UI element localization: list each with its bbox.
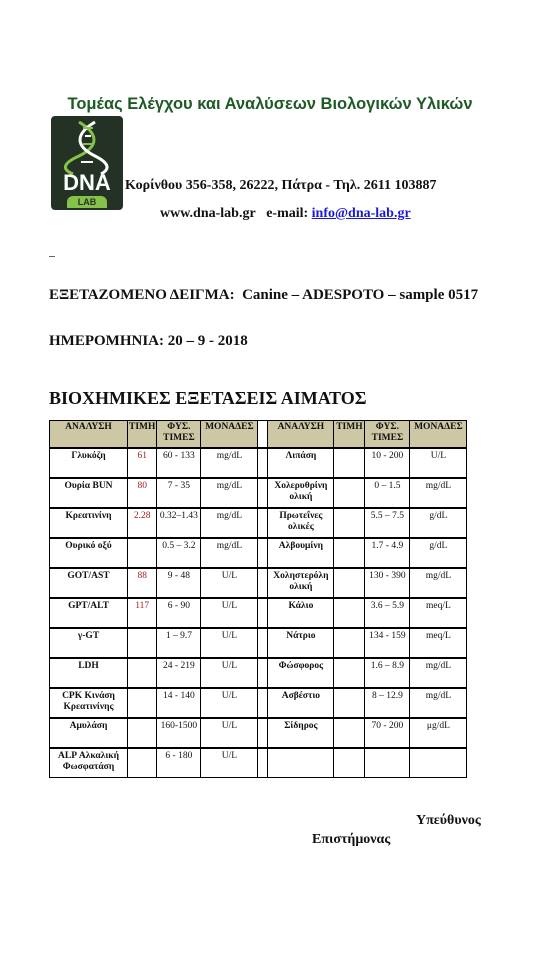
right-unit-cell: meq/L <box>410 629 467 658</box>
table-row <box>50 509 467 538</box>
left-name-cell: GPT/ALT <box>50 599 128 628</box>
col-header-analysis: ΑΝΑΛΥΣΗ <box>268 421 334 448</box>
left-name-cell: Ουρικό οξύ <box>50 539 128 568</box>
left-value-cell <box>128 539 157 568</box>
left-value-cell <box>128 689 157 718</box>
right-name-cell: Αλβουμίνη <box>268 539 334 568</box>
table-row <box>50 539 467 568</box>
left-unit-cell: U/L <box>201 629 258 658</box>
right-value-cell <box>334 659 365 688</box>
right-range-cell: 10 - 200 <box>365 449 410 478</box>
table-row <box>50 479 467 508</box>
right-value-cell <box>334 689 365 718</box>
column-spacer <box>258 749 268 778</box>
left-range-cell: 160-1500 <box>157 719 201 748</box>
right-unit-cell: U/L <box>410 449 467 478</box>
left-unit-cell: mg/dL <box>201 509 258 538</box>
right-unit-cell: g/dL <box>410 509 467 538</box>
right-name-cell: Χολερυθρίνη ολική <box>268 479 334 508</box>
right-name-cell: Φώσφορος <box>268 659 334 688</box>
right-range-cell: 130 - 390 <box>365 569 410 598</box>
left-unit-cell: U/L <box>201 689 258 718</box>
table-row <box>50 599 467 628</box>
right-unit-cell: mg/dL <box>410 479 467 508</box>
col-header-range: ΦΥΣ. ΤΙΜΕΣ <box>365 421 410 448</box>
left-value-cell: 117 <box>128 599 157 628</box>
table-body <box>50 421 467 778</box>
contact-line <box>160 206 411 222</box>
date-value: 20 – 9 - 2018 <box>167 333 248 349</box>
right-unit-cell: mg/dL <box>410 659 467 688</box>
column-spacer <box>258 569 268 598</box>
left-unit-cell: U/L <box>201 719 258 748</box>
left-range-cell: 6 - 180 <box>157 749 201 778</box>
right-range-cell: 1.6 – 8.9 <box>365 659 410 688</box>
date-label: ΗΜΕΡΟΜΗΝΙΑ: <box>49 333 164 349</box>
table-row <box>50 689 467 718</box>
left-name-cell: Κρεατινίνη <box>50 509 128 538</box>
right-unit-cell: mg/dL <box>410 689 467 718</box>
right-value-cell <box>334 719 365 748</box>
column-spacer <box>258 629 268 658</box>
address: Κορίνθου 356-358, 26222, Πάτρα - Τηλ. 2611 103887 <box>125 178 437 193</box>
col-header-range: ΦΥΣ. ΤΙΜΕΣ <box>157 421 201 448</box>
left-value-cell: 61 <box>128 449 157 478</box>
left-value-cell: 88 <box>128 569 157 598</box>
right-name-cell: Κάλιο <box>268 599 334 628</box>
column-spacer <box>258 689 268 718</box>
left-range-cell: 9 - 48 <box>157 569 201 598</box>
right-unit-cell: meq/L <box>410 599 467 628</box>
biochemistry-table <box>49 420 467 778</box>
right-value-cell <box>334 509 365 538</box>
right-name-cell: Λιπάση <box>268 449 334 478</box>
email-link[interactable]: info@dna-lab.gr <box>311 206 411 221</box>
right-unit-cell: g/dL <box>410 539 467 568</box>
table-row <box>50 719 467 748</box>
right-name-cell: Πρωτεΐνες ολικές <box>268 509 334 538</box>
right-unit-cell <box>410 749 467 778</box>
col-header-analysis: ΑΝΑΛΥΣΗ <box>50 421 128 448</box>
right-value-cell <box>334 479 365 508</box>
right-range-cell: 134 - 159 <box>365 629 410 658</box>
logo-text: DNA <box>63 170 111 195</box>
sample-label: ΕΞΕΤΑΖΟΜΕΝΟ ΔΕΙΓΜΑ: <box>49 287 235 303</box>
right-range-cell: 1.7 - 4.9 <box>365 539 410 568</box>
right-value-cell <box>334 749 365 778</box>
col-header-units: ΜΟΝΑΔΕΣ <box>410 421 467 448</box>
right-range-cell: 5.5 – 7.5 <box>365 509 410 538</box>
left-name-cell: ALP Αλκαλική Φωσφατάση <box>50 749 128 778</box>
divider-mark <box>49 256 55 257</box>
left-value-cell <box>128 719 157 748</box>
right-range-cell: 0 – 1.5 <box>365 479 410 508</box>
date-line <box>49 333 248 350</box>
left-unit-cell: U/L <box>201 749 258 778</box>
column-spacer <box>258 659 268 688</box>
right-range-cell <box>365 749 410 778</box>
left-range-cell: 14 - 140 <box>157 689 201 718</box>
column-spacer <box>258 599 268 628</box>
right-name-cell <box>268 749 334 778</box>
left-value-cell <box>128 629 157 658</box>
left-range-cell: 6 - 90 <box>157 599 201 628</box>
col-header-value: ΤΙΜΗ <box>334 421 365 448</box>
right-value-cell <box>334 539 365 568</box>
left-name-cell: CPK Κινάση Κρεατινίνης <box>50 689 128 718</box>
left-unit-cell: U/L <box>201 599 258 628</box>
right-unit-cell: μg/dL <box>410 719 467 748</box>
section-title: ΒΙΟΧΗΜΙΚΕΣ ΕΞΕΤΑΣΕΙΣ ΑΙΜΑΤΟΣ <box>49 388 367 408</box>
right-range-cell: 8 – 12.9 <box>365 689 410 718</box>
right-unit-cell: mg/dL <box>410 569 467 598</box>
right-value-cell <box>334 629 365 658</box>
table-row <box>50 569 467 598</box>
logo-subtext: LAB <box>67 196 107 208</box>
left-unit-cell: U/L <box>201 569 258 598</box>
right-range-cell: 3.6 – 5.9 <box>365 599 410 628</box>
signature-line-1: Υπεύθυνος <box>416 813 481 828</box>
right-name-cell: Σίδηρος <box>268 719 334 748</box>
left-unit-cell: mg/dL <box>201 449 258 478</box>
left-name-cell: LDH <box>50 659 128 688</box>
right-value-cell <box>334 599 365 628</box>
left-unit-cell: mg/dL <box>201 479 258 508</box>
column-spacer <box>258 509 268 538</box>
table-row <box>50 449 467 478</box>
left-value-cell <box>128 659 157 688</box>
col-header-value: ΤΙΜΗ <box>128 421 157 448</box>
left-range-cell: 0.32–1.43 <box>157 509 201 538</box>
table-row <box>50 659 467 688</box>
left-range-cell: 60 - 133 <box>157 449 201 478</box>
left-range-cell: 0.5 – 3.2 <box>157 539 201 568</box>
right-value-cell <box>334 569 365 598</box>
left-range-cell: 1 – 9.7 <box>157 629 201 658</box>
column-spacer <box>258 421 268 448</box>
table-row <box>50 749 467 778</box>
left-value-cell: 80 <box>128 479 157 508</box>
left-name-cell: Αμυλάση <box>50 719 128 748</box>
dna-lab-logo <box>51 116 123 210</box>
column-spacer <box>258 479 268 508</box>
left-name-cell: GOT/AST <box>50 569 128 598</box>
right-range-cell: 70 - 200 <box>365 719 410 748</box>
left-name-cell: Γλυκόζη <box>50 449 128 478</box>
org-name: Τομέας Ελέγχου και Αναλύσεων Βιολογικών Υλικών <box>67 95 473 113</box>
website: www.dna-lab.gr <box>160 206 256 221</box>
email-label: e-mail: <box>266 206 309 221</box>
right-name-cell: Νάτριο <box>268 629 334 658</box>
left-range-cell: 7 - 35 <box>157 479 201 508</box>
col-header-units: ΜΟΝΑΔΕΣ <box>201 421 258 448</box>
table-row <box>50 629 467 658</box>
column-spacer <box>258 449 268 478</box>
sample-line <box>49 286 499 305</box>
right-name-cell: Χοληστερόλη ολική <box>268 569 334 598</box>
left-unit-cell: U/L <box>201 659 258 688</box>
column-spacer <box>258 539 268 568</box>
left-range-cell: 24 - 219 <box>157 659 201 688</box>
left-unit-cell: mg/dL <box>201 539 258 568</box>
right-value-cell <box>334 449 365 478</box>
signature-line-2: Επιστήμονας <box>312 832 391 847</box>
table-header-row <box>50 421 467 448</box>
column-spacer <box>258 719 268 748</box>
left-name-cell: γ-GT <box>50 629 128 658</box>
left-name-cell: Ουρία BUN <box>50 479 128 508</box>
left-value-cell: 2.28 <box>128 509 157 538</box>
dna-helix-icon <box>51 116 123 176</box>
sample-value: Canine – ADESPOTO – sample 0517 <box>242 287 479 303</box>
left-value-cell <box>128 749 157 778</box>
right-name-cell: Ασβέστιο <box>268 689 334 718</box>
